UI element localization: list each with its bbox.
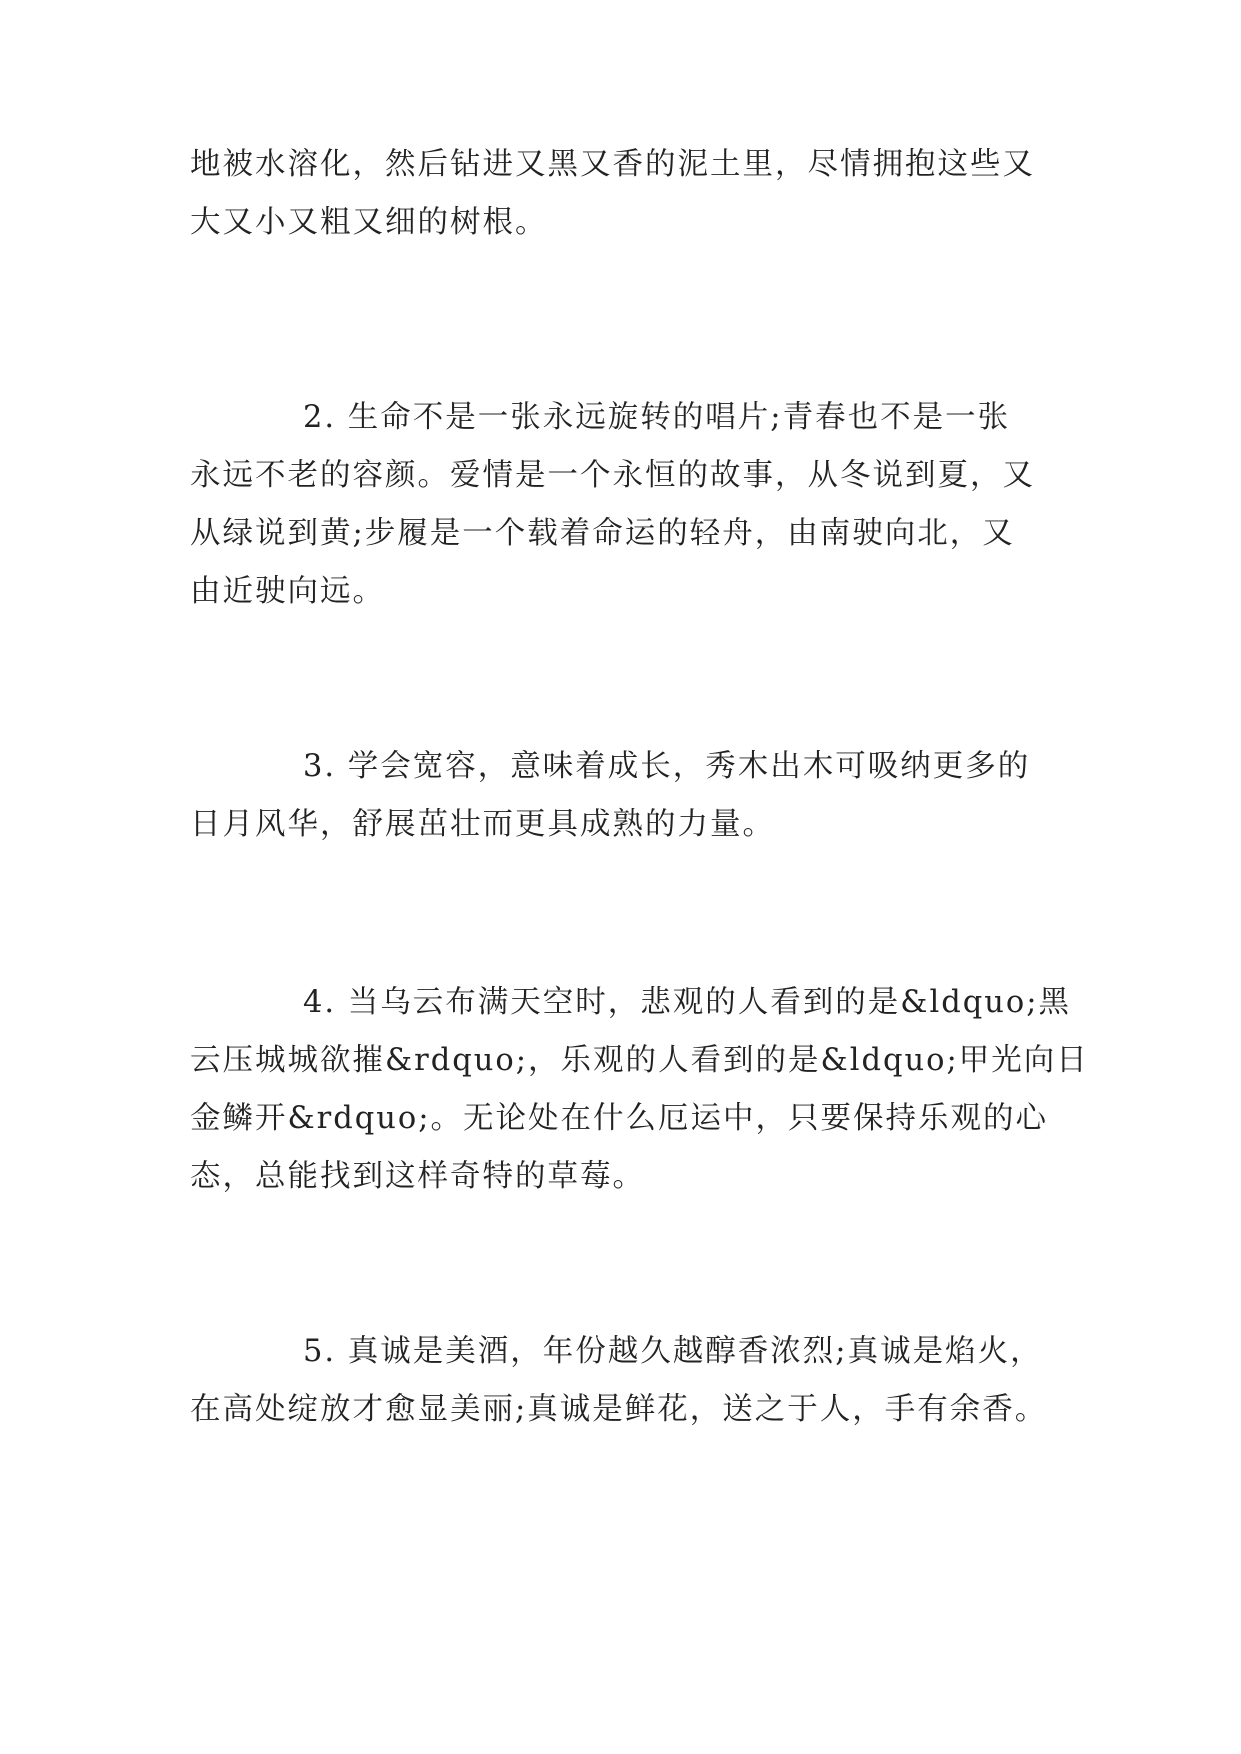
paragraph-line: 日月风华，舒展茁壮而更具成熟的力量。 [190, 807, 775, 842]
paragraph-line: 永远不老的容颜。爱情是一个永恒的故事，从冬说到夏，又 [190, 458, 1035, 493]
paragraph-line: 金鳞开&rdquo;。无论处在什么厄运中，只要保持乐观的心 [190, 1101, 1049, 1136]
paragraph-line: 4. 当乌云布满天空时，悲观的人看到的是&ldquo;黑 [303, 985, 1072, 1020]
paragraph-line: 地被水溶化，然后钻进又黑又香的泥土里，尽情拥抱这些又 [190, 147, 1035, 182]
paragraph-5 [190, 1323, 1047, 1439]
paragraph-line: 由近驶向远。 [190, 574, 385, 609]
paragraph-line: 在高处绽放才愈显美丽;真诚是鲜花，送之于人，手有余香。 [190, 1392, 1048, 1427]
paragraph-line: 态，总能找到这样奇特的草莓。 [190, 1159, 645, 1194]
paragraph-line: 3. 学会宽容，意味着成长，秀木出木可吸纳更多的 [303, 749, 1031, 784]
paragraph-line: 从绿说到黄;步履是一个载着命运的轻舟，由南驶向北，又 [190, 516, 1015, 551]
paragraph-4 [190, 974, 1089, 1206]
paragraph-1 [190, 136, 1035, 252]
paragraph-line: 云压城城欲摧&rdquo;，乐观的人看到的是&ldquo;甲光向日 [190, 1043, 1089, 1078]
paragraph-3 [190, 738, 1030, 854]
paragraph-line: 2. 生命不是一张永远旋转的唱片;青春也不是一张 [303, 400, 1011, 435]
paragraph-line: 大又小又粗又细的树根。 [190, 205, 548, 240]
paragraph-2 [190, 389, 1035, 621]
paragraph-line: 5. 真诚是美酒，年份越久越醇香浓烈;真诚是焰火， [303, 1334, 1043, 1369]
